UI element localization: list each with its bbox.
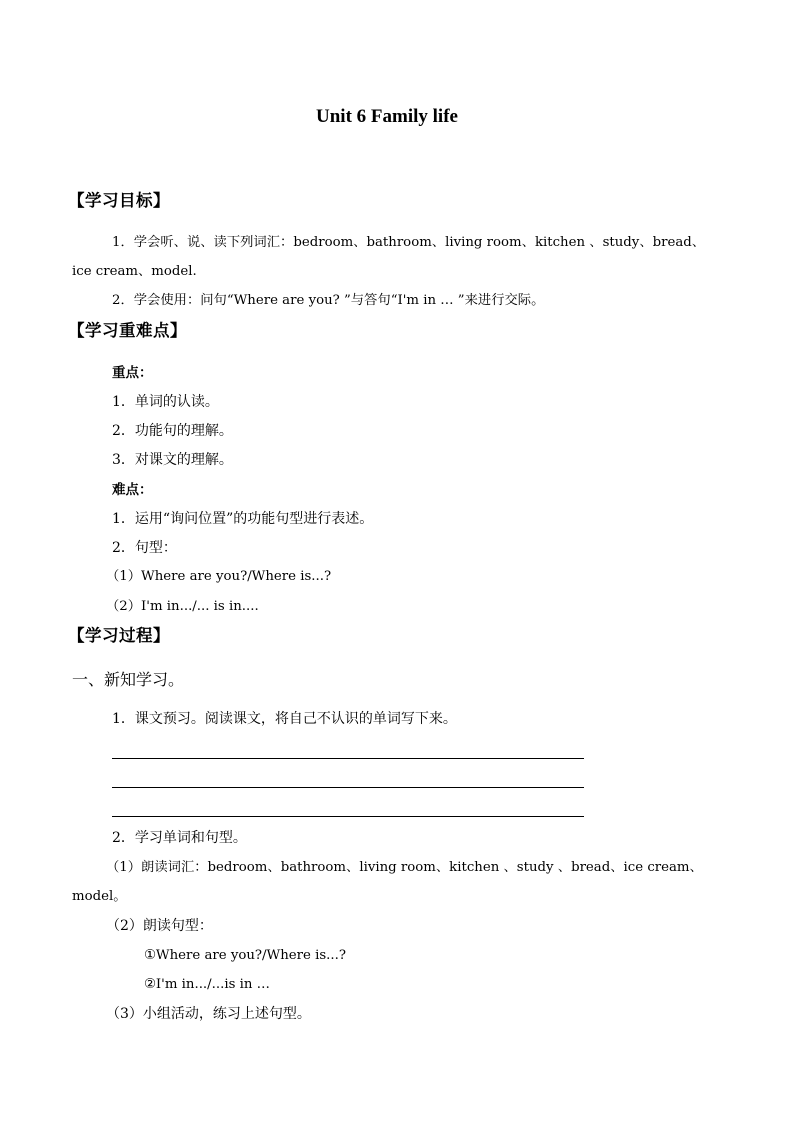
difficult-item-1: 1．运用“询问位置”的功能句型进行表述。 [112, 511, 374, 527]
goal-item-1-line-1: 1．学会听、说、读下列词汇：bedroom、bathroom、living room、kitchen 、study、bread、 [112, 235, 706, 250]
part-1-heading: 一、新知学习。 [72, 670, 185, 689]
read-words-line-2: model。 [72, 889, 127, 904]
read-words-line-1: （1）朗读词汇：bedroom、bathroom、living room、kitchen 、study 、bread、ice cream、 [106, 860, 703, 875]
key-item-1: 1．单词的认读。 [112, 394, 219, 410]
sentence-2: ②I'm in.../...is in … [144, 977, 270, 992]
writing-line-2 [112, 787, 584, 788]
section-heading-key-points: 【学习重难点】 [68, 321, 187, 340]
goal-item-1-line-2: ice cream、model. [72, 264, 197, 279]
pattern-1: （1）Where are you?/Where is...? [106, 569, 332, 584]
read-sentences-label: （2）朗读句型： [106, 918, 213, 934]
section-heading-process: 【学习过程】 [68, 626, 170, 645]
page-title: Unit 6 Family life [316, 106, 458, 127]
key-item-2: 2．功能句的理解。 [112, 423, 233, 439]
pattern-2: （2）I'm in.../... is in.... [106, 599, 259, 614]
writing-line-3 [112, 816, 584, 817]
difficult-item-2: 2．句型： [112, 540, 177, 556]
key-label: 重点： [112, 365, 153, 381]
section-heading-goals: 【学习目标】 [68, 191, 170, 210]
step-1: 1．课文预习。阅读课文，将自己不认识的单词写下来。 [112, 711, 457, 727]
key-item-3: 3．对课文的理解。 [112, 452, 233, 468]
writing-line-1 [112, 758, 584, 759]
difficult-label: 难点： [112, 482, 153, 498]
sentence-1: ①Where are you?/Where is...? [144, 948, 346, 963]
goal-item-2: 2．学会使用：问句“Where are you? ”与答句“I'm in … ”来进行交际。 [112, 293, 545, 308]
step-2: 2．学习单词和句型。 [112, 830, 247, 846]
group-activity: （3）小组活动，练习上述句型。 [106, 1006, 311, 1022]
